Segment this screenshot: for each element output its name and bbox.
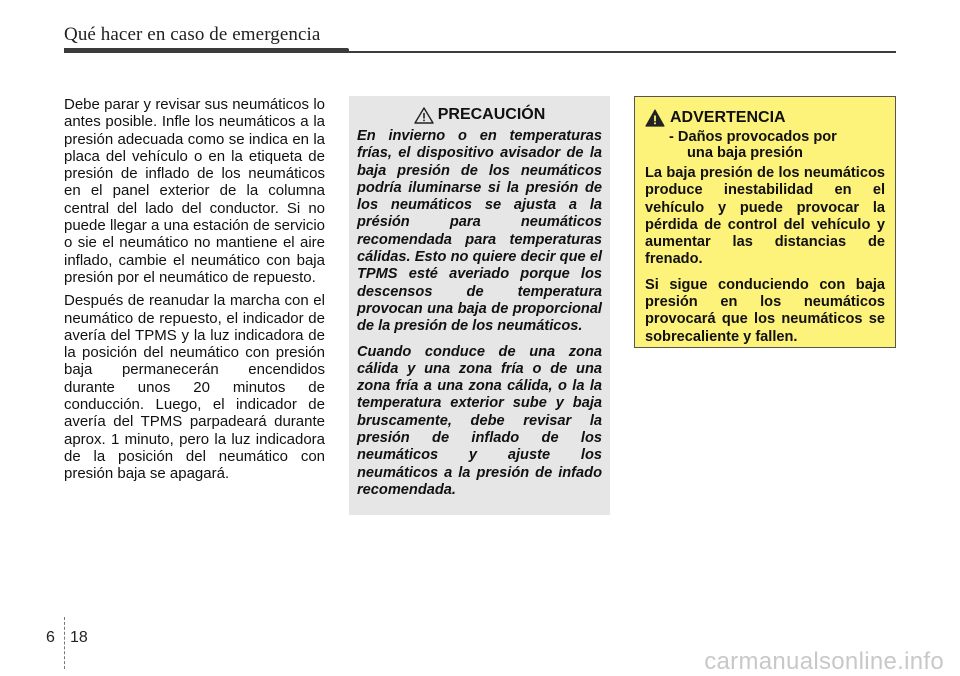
chapter-number: 6 [46, 629, 55, 646]
caution-header [357, 106, 602, 124]
warning-subtitle-line2: una baja presión [687, 145, 803, 161]
header-rule [64, 51, 896, 53]
warning-paragraph: La baja presión de los neumáticos produce inestabilidad en el vehículo y puede provocar la pérdida de control del vehículo y aumentar las distancias de frenado. [645, 165, 885, 268]
caution-title: PRECAUCIÓN [437, 106, 546, 123]
body-text-column [64, 96, 325, 489]
caution-paragraph: En invierno o en temperaturas frías, el dispositivo avisador de la baja presión de los neumáticos podría iluminarse si la presión de los neumáticos se ajusta a la présión para neumáticos recomendada para temperaturas cálidas. Esto no quiere decir que el TPMS esté averiado porque los descensos de temperatura provocan una baja de proporcional de la presión de los neumáticos. [357, 128, 602, 335]
caution-triangle-icon [414, 107, 434, 124]
warning-box [634, 96, 896, 348]
warning-paragraph: Si sigue conduciendo con baja presión en los neumáticos provocará que los neumáticos se sobrecaliente y fallen. [645, 276, 885, 345]
caution-paragraph: Cuando conduce de una zona cálida y una zona fría o de una zona fría a una zona cálida, o la la temperatura exterior sube y baja bruscamente, debe revisar la presión de inflado de los neumáticos y ajuste los neumáticos a la presión de infado recomendada. [357, 343, 602, 498]
page-title: Qué hacer en caso de emergencia [64, 24, 321, 45]
caution-box [349, 96, 610, 515]
warning-triangle-icon [645, 109, 665, 127]
body-paragraph: Después de reanudar la marcha con el neumático de repuesto, el indicador de avería del TPMS y la luz indicadora de la posición del neumático con presión baja permanecerán encendidos durante unos 20 minutos de conducción. Luego, el indicador de avería del TPMS parpadeará durante aprox. 1 minuto, pero la luz indicadora de la posición del neumático con presión baja se apagará. [64, 292, 325, 483]
watermark: carmanualsonline.info [704, 648, 944, 675]
warning-header [645, 109, 885, 127]
warning-subtitle-line1: - Daños provocados por [669, 129, 837, 145]
warning-title: ADVERTENCIA [670, 109, 786, 126]
body-paragraph: Debe parar y revisar sus neumáticos lo antes posible. Infle los neumáticos a la presión adecuada como se indica en la placa del vehículo o en la etiqueta de presión de inflado de los neumáticos en el panel exterior de la columna central del lado del conductor. Si no puede llegar a una estación de servicio o sie el neumático no mantiene el aire inflado, cambie el neumático con baja presión por el neumático de repuesto. [64, 96, 325, 286]
footer-divider [64, 617, 65, 669]
warning-subtitle [669, 129, 885, 161]
page-number: 18 [70, 629, 88, 646]
